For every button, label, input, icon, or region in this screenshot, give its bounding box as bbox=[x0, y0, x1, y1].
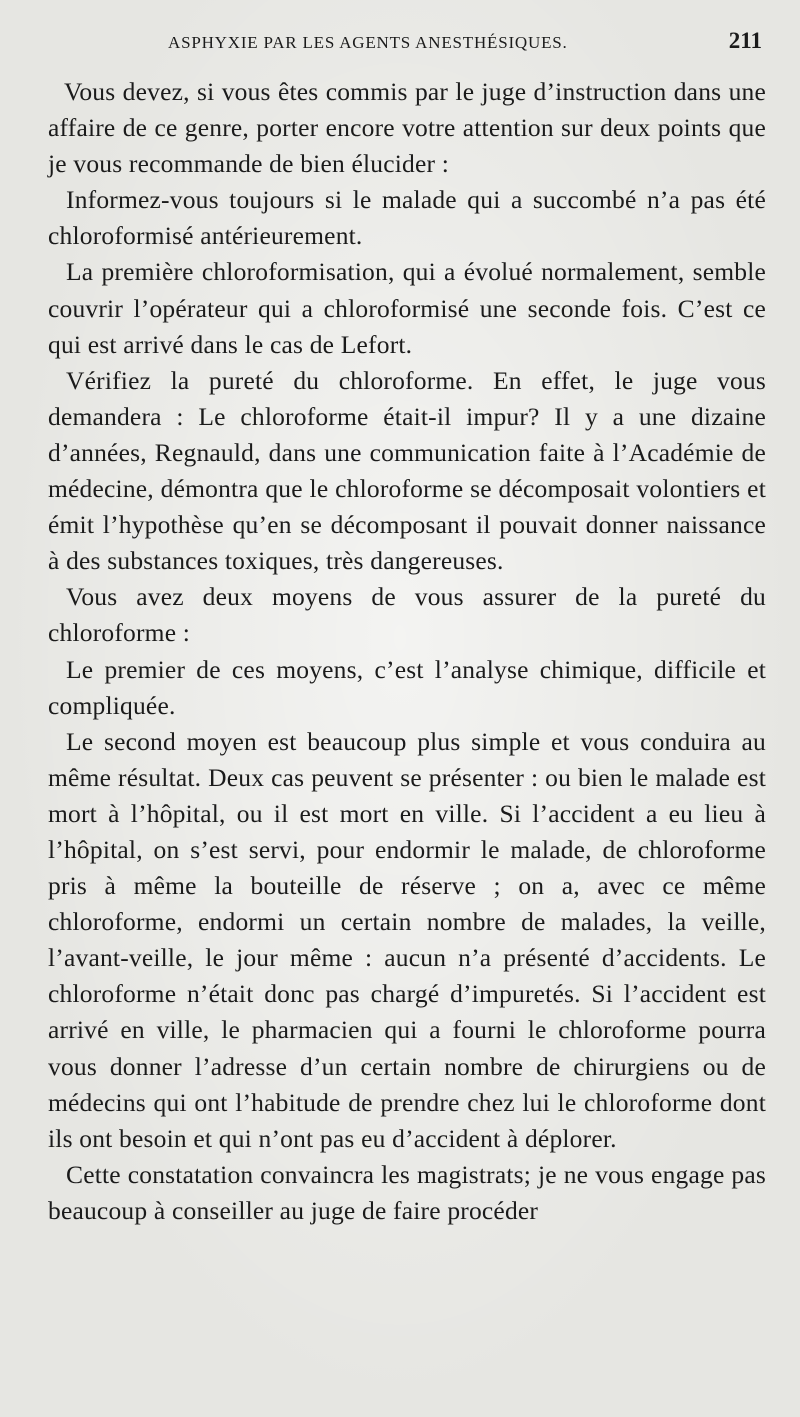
paragraph-6: Le premier de ces moyens, c’est l’analyse chimique, difficile et compliquée. bbox=[48, 654, 766, 720]
paragraph-1: Vous devez, si vous êtes commis par le juge d’instruction dans une affaire de ce genre, porter encore votre attention sur deux points que je vous recommande de bien élucider : bbox=[48, 77, 766, 179]
paragraph-2: Informez-vous toujours si le malade qui a succombé n’a pas été chloroformisé antérieurement. bbox=[48, 185, 766, 251]
body-text bbox=[48, 74, 766, 1229]
paragraph-5: Vous avez deux moyens de vous assurer de la pureté du chloroforme : bbox=[48, 582, 766, 648]
paragraph-7: Le second moyen est beaucoup plus simple et vous conduira au même résultat. Deux cas peuvent se présenter : ou bien le malade est mort à l’hôpital, ou il est mort en ville. Si l’accident a eu lieu à l’hôpital, on s’est servi, pour endormir le malade, de chloroforme pris à même la bouteille de réserve ; on a, avec ce même chloroforme, endormi un certain nombre de malades, la veille, l’avant-veille, le jour même : aucun n’a présenté d’accidents. Le chloroforme n’était donc pas chargé d’impuretés. Si l’accident est arrivé en ville, le pharmacien qui a fourni le chloroforme pourra vous donner l’adresse d’un certain nombre de chirurgiens ou de médecins qui ont l’habitude de prendre chez lui le chloroforme dont ils ont besoin et qui n’ont pas eu d’accident à déplorer. bbox=[48, 726, 766, 1153]
running-header bbox=[48, 28, 766, 74]
running-title: ASPHYXIE PAR LES AGENTS ANESTHÉSIQUES. bbox=[168, 33, 568, 52]
page-number: 211 bbox=[728, 28, 762, 53]
paragraph-3: La première chloroformisation, qui a évolué normalement, semble couvrir l’opérateur qui a chloroformisé une seconde fois. C’est ce qui est arrivé dans le cas de Lefort. bbox=[48, 257, 766, 359]
paragraph-8: Cette constatation convaincra les magistrats; je ne vous engage pas beaucoup à conseiller au juge de faire procéder bbox=[48, 1159, 766, 1225]
paragraph-4: Vérifiez la pureté du chloroforme. En effet, le juge vous demandera : Le chloroforme était-il impur? Il y a une dizaine d’années, Regnauld, dans une communication faite à l’Académie de médecine, démontra que le chloroforme se décomposait volontiers et émit l’hypothèse qu’en se décomposant il pouvait donner naissance à des substances toxiques, très dangereuses. bbox=[48, 365, 766, 576]
